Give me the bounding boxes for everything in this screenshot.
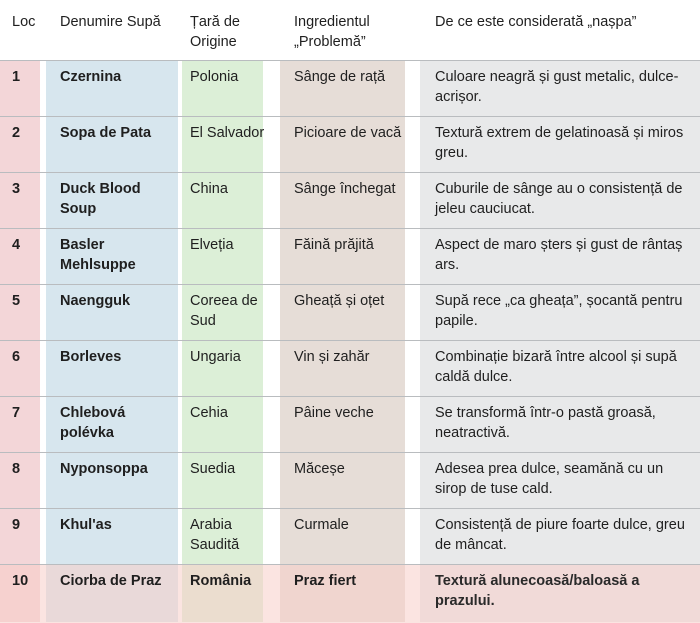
cell-name: Khul'as: [60, 517, 112, 533]
cell-loc: 9: [12, 517, 21, 533]
cell-reason: Aspect de maro șters și gust de rântaș ars.: [435, 237, 683, 273]
cell-ingredient: Sânge închegat: [294, 181, 396, 197]
cell-loc: 3: [12, 181, 21, 197]
cell-reason: Consistență de piure foarte dulce, greu de mâncat.: [435, 517, 685, 553]
cell-ingredient: Sânge de rață: [294, 69, 386, 85]
cell-ingredient: Curmale: [294, 517, 349, 533]
table-row: [0, 228, 700, 285]
cell-country: Polonia: [190, 69, 239, 85]
cell-ingredient: Măceșe: [294, 461, 345, 477]
cell-name: Naengguk: [60, 293, 131, 309]
table-row: [0, 284, 700, 341]
cell-reason: Cuburile de sânge au o consistență de jeleu cauciucat.: [435, 181, 683, 217]
table-row: [0, 396, 700, 453]
header-reason: De ce este considerată „nașpa”: [435, 14, 637, 30]
header-loc: Loc: [12, 14, 36, 30]
table-row: [0, 452, 700, 509]
cell-country: El Salvador: [190, 125, 265, 141]
table-row: [0, 508, 700, 565]
table-row: [0, 172, 700, 229]
cell-country: Elveția: [190, 237, 234, 253]
header-ingredient: Ingredientul „Problemă”: [294, 14, 370, 50]
cell-country: Arabia Saudită: [190, 517, 240, 553]
cell-country: China: [190, 181, 228, 197]
cell-country: România: [190, 573, 252, 589]
table-row: [0, 60, 700, 117]
cell-name: Chlebová polévka: [60, 405, 126, 441]
cell-loc: 8: [12, 461, 21, 477]
cell-loc: 10: [12, 573, 29, 589]
cell-country: Ungaria: [190, 349, 241, 365]
cell-reason: Culoare neagră și gust metalic, dulce-acrișor.: [435, 69, 679, 105]
cell-name: Duck Blood Soup: [60, 181, 141, 217]
table-header: [0, 0, 700, 60]
cell-name: Ciorba de Praz: [60, 573, 162, 589]
cell-name: Borleves: [60, 349, 122, 365]
table-row: [0, 340, 700, 397]
table-row-highlighted: [0, 564, 700, 623]
cell-ingredient: Gheață și oțet: [294, 293, 385, 309]
cell-loc: 2: [12, 125, 21, 141]
cell-name: Nyponsoppa: [60, 461, 148, 477]
cell-loc: 7: [12, 405, 21, 421]
cell-loc: 6: [12, 349, 21, 365]
cell-ingredient: Praz fiert: [294, 573, 357, 589]
cell-reason: Se transformă într-o pastă groasă, neatractivă.: [435, 405, 656, 441]
cell-country: Suedia: [190, 461, 236, 477]
cell-country: Cehia: [190, 405, 228, 421]
cell-country: Coreea de Sud: [190, 293, 258, 329]
cell-loc: 5: [12, 293, 21, 309]
cell-reason: Adesea prea dulce, seamănă cu un sirop de tuse cald.: [435, 461, 664, 497]
header-name: Denumire Supă: [60, 14, 161, 30]
cell-ingredient: Pâine veche: [294, 405, 374, 421]
cell-reason: Combinație bizară între alcool și supă caldă dulce.: [435, 349, 677, 385]
cell-name: Basler Mehlsuppe: [60, 237, 136, 273]
cell-name: Sopa de Pata: [60, 125, 152, 141]
cell-ingredient: Picioare de vacă: [294, 125, 402, 141]
cell-ingredient: Făină prăjită: [294, 237, 374, 253]
cell-loc: 1: [12, 69, 21, 85]
cell-loc: 4: [12, 237, 21, 253]
cell-ingredient: Vin și zahăr: [294, 349, 370, 365]
cell-reason: Supă rece „ca gheața”, șocantă pentru papile.: [435, 293, 683, 329]
header-country: Țară de Origine: [190, 14, 240, 50]
table-row: [0, 116, 700, 173]
cell-reason: Textură extrem de gelatinoasă și miros greu.: [435, 125, 684, 161]
cell-reason: Textură alunecoasă/baloasă a prazului.: [435, 573, 640, 609]
cell-name: Czernina: [60, 69, 122, 85]
